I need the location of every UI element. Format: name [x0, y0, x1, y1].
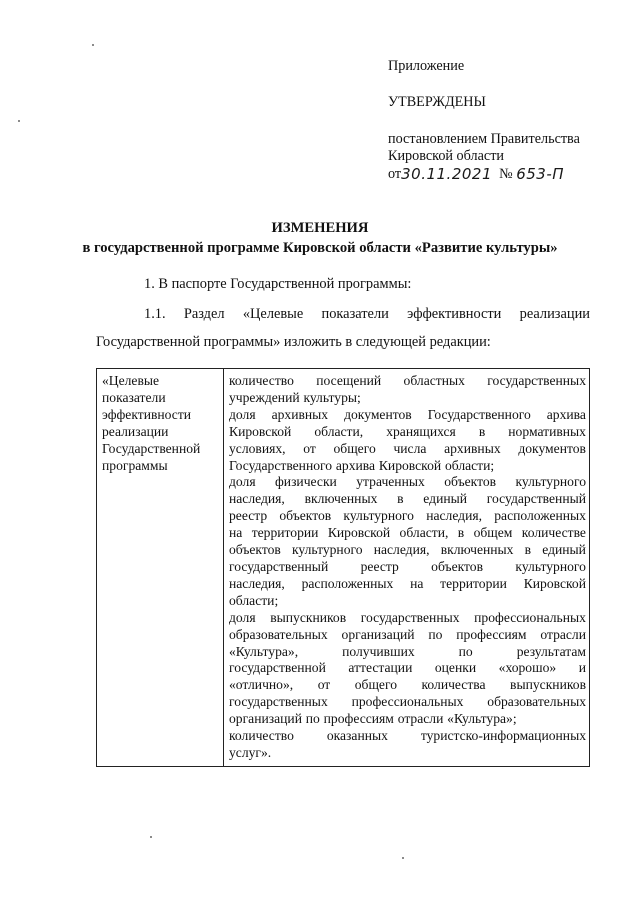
- title-line-2: в государственной программе Кировской области «Развитие культуры»: [82, 240, 558, 256]
- scan-speck: [150, 836, 152, 838]
- handwritten-number: 653-П: [516, 165, 565, 183]
- number-prefix: №: [499, 166, 513, 182]
- section-1-1-word: эффективности: [407, 306, 502, 322]
- indicator-line: Кировской области, хранящихся в нормативных: [229, 423, 586, 439]
- indicator-line: «отлично», от общего количества выпускников: [229, 677, 586, 693]
- indicator-title-line: «Целевые: [102, 373, 160, 388]
- indicator-line: доля физически утраченных объектов культурного: [229, 474, 586, 490]
- indicator-line: государственных профессиональных образовательных: [229, 694, 586, 710]
- handwritten-date: 30.11.2021: [401, 165, 492, 183]
- indicator-line: реестр объектов культурного наследия, расположенных: [229, 508, 586, 524]
- indicator-line: области;: [229, 592, 279, 608]
- indicator-line: доля архивных документов Государственного архива: [229, 406, 586, 422]
- indicator-line: «Культура», получивших по результатам: [229, 643, 586, 659]
- indicator-line: количество посещений областных государственных: [229, 373, 586, 388]
- indicator-line: Государственного архива Кировской области;: [229, 457, 495, 473]
- indicator-title-line: показатели: [102, 389, 166, 405]
- title-line-1: ИЗМЕНЕНИЯ: [271, 220, 369, 236]
- indicator-list-cell: [224, 369, 590, 767]
- indicator-line: образовательных организаций по профессиям отрасли: [229, 626, 586, 642]
- indicator-line: услуг».: [229, 744, 272, 760]
- section-1-1-word: Раздел: [183, 306, 225, 322]
- section-1-1-line-1: [144, 304, 590, 324]
- indicator-line: наследия, расположенных на территории Кировской: [229, 575, 586, 591]
- section-1-1-word: «Целевые: [242, 306, 304, 322]
- date-prefix: от: [388, 166, 402, 182]
- section-1-1-word: 1.1.: [144, 306, 166, 322]
- indicator-line: государственный реестр объектов культурного: [229, 558, 586, 574]
- indicator-line: государственной аттестации оценки «хорошо» и: [229, 660, 586, 676]
- indicator-title-line: реализации: [102, 423, 169, 439]
- scan-speck: [18, 120, 20, 122]
- indicator-line: на территории Кировской области, в общем количестве: [229, 525, 586, 541]
- section-1-1-line-2: Государственной программы» изложить в следующей редакции:: [96, 334, 491, 350]
- indicator-line: учреждений культуры;: [229, 389, 361, 405]
- indicator-title-line: Государственной: [102, 440, 201, 456]
- indicator-line: наследия, включенных в единый государственный: [229, 491, 586, 507]
- indicator-title-line: программы: [102, 457, 168, 473]
- indicator-title-line: эффективности: [102, 406, 192, 422]
- table-row: [97, 369, 590, 767]
- decree-line-2: Кировской области: [388, 148, 504, 164]
- indicator-title-cell: [97, 369, 224, 767]
- decree-date-number: [388, 165, 628, 183]
- document-title: [0, 218, 640, 258]
- decree-line-1: постановлением Правительства: [388, 131, 580, 147]
- indicator-line: количество оказанных туристско-информационных: [229, 728, 586, 744]
- scan-speck: [92, 44, 94, 46]
- section-1-1-word: реализации: [519, 306, 590, 322]
- indicators-table: [96, 368, 590, 767]
- approved-label: УТВЕРЖДЕНЫ: [388, 94, 486, 110]
- appendix-label: Приложение: [388, 58, 465, 74]
- indicator-line: объектов культурного наследия, включенных в единый: [229, 542, 586, 558]
- section-1-heading: 1. В паспорте Государственной программы:: [144, 276, 412, 292]
- indicator-line: организаций по профессиям отрасли «Культура»;: [229, 711, 517, 727]
- approval-block: [388, 58, 628, 183]
- indicator-line: условиях, от общего числа архивных документов: [229, 440, 586, 456]
- indicator-line: доля выпускников государственных профессиональных: [229, 609, 586, 625]
- scan-speck: [402, 857, 404, 859]
- section-1-1-word: показатели: [321, 306, 389, 322]
